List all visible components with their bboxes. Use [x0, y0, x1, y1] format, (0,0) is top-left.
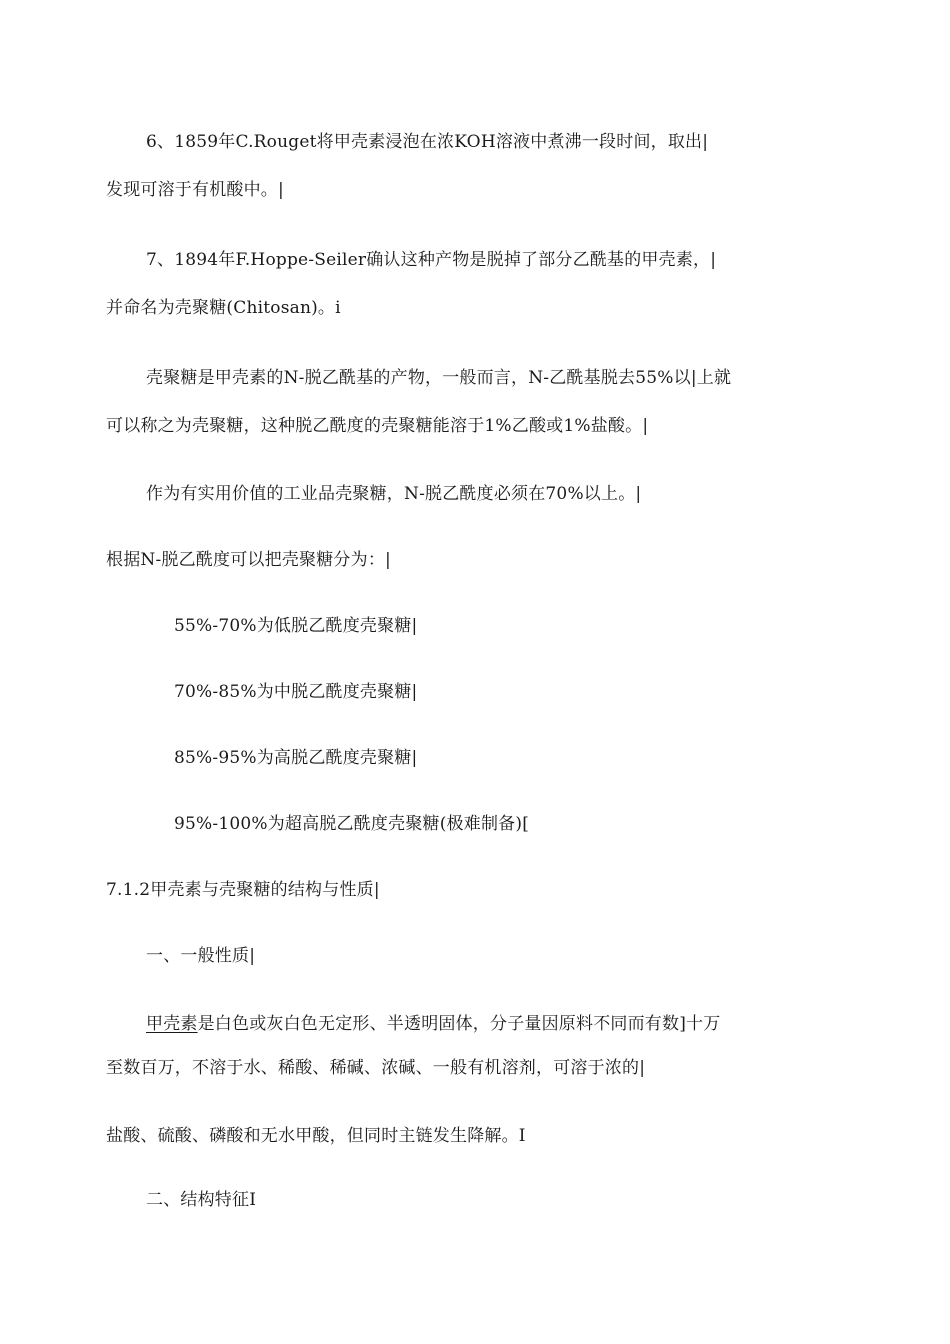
subsection-heading-general-properties: 一、一般性质|	[146, 946, 256, 966]
paragraph-2-line-2: 并命名为壳聚糖(Chitosan)。i	[106, 298, 341, 318]
list-item: 85%-95%为高脱乙酰度壳聚糖|	[174, 748, 418, 768]
paragraph-5: 根据N-脱乙酰度可以把壳聚糖分为：|	[106, 550, 391, 570]
paragraph-2-line-1: 7、1894年F.Hoppe-Seiler确认这种产物是脱掉了部分乙酰基的甲壳素，|	[146, 250, 717, 270]
paragraph-6-line-3: 盐酸、硫酸、磷酸和无水甲酸，但同时主链发生降解。I	[106, 1126, 526, 1146]
list-item: 55%-70%为低脱乙酰度壳聚糖|	[174, 616, 418, 636]
paragraph-3-line-2: 可以称之为壳聚糖，这种脱乙酰度的壳聚糖能溶于1%乙酸或1%盐酸。|	[106, 416, 649, 436]
paragraph-1-line-1: 6、1859年C.Rouget将甲壳素浸泡在浓KOH溶液中煮沸一段时间，取出|	[146, 132, 709, 152]
paragraph-4: 作为有实用价值的工业品壳聚糖，N-脱乙酰度必须在70%以上。|	[146, 484, 642, 504]
paragraph-6-line-1-rest: 是白色或灰白色无定形、半透明固体，分子量因原料不同而有数]十万	[197, 1014, 721, 1034]
paragraph-6-line-1	[146, 1012, 720, 1036]
paragraph-6-line-2: 至数百万，不溶于水、稀酸、稀碱、浓碱、一般有机溶剂，可溶于浓的|	[106, 1058, 646, 1078]
section-heading: 7.1.2甲壳素与壳聚糖的结构与性质|	[106, 880, 380, 900]
list-item: 95%-100%为超高脱乙酰度壳聚糖(极难制备)[	[174, 814, 530, 834]
paragraph-1-line-2: 发现可溶于有机酸中。|	[106, 180, 284, 200]
underlined-term: 甲壳素	[146, 1014, 198, 1034]
subsection-heading-structure: 二、结构特征I	[146, 1190, 257, 1210]
list-item: 70%-85%为中脱乙酰度壳聚糖|	[174, 682, 418, 702]
paragraph-3-line-1: 壳聚糖是甲壳素的N-脱乙酰基的产物，一般而言，N-乙酰基脱去55%以|上就	[146, 368, 732, 388]
